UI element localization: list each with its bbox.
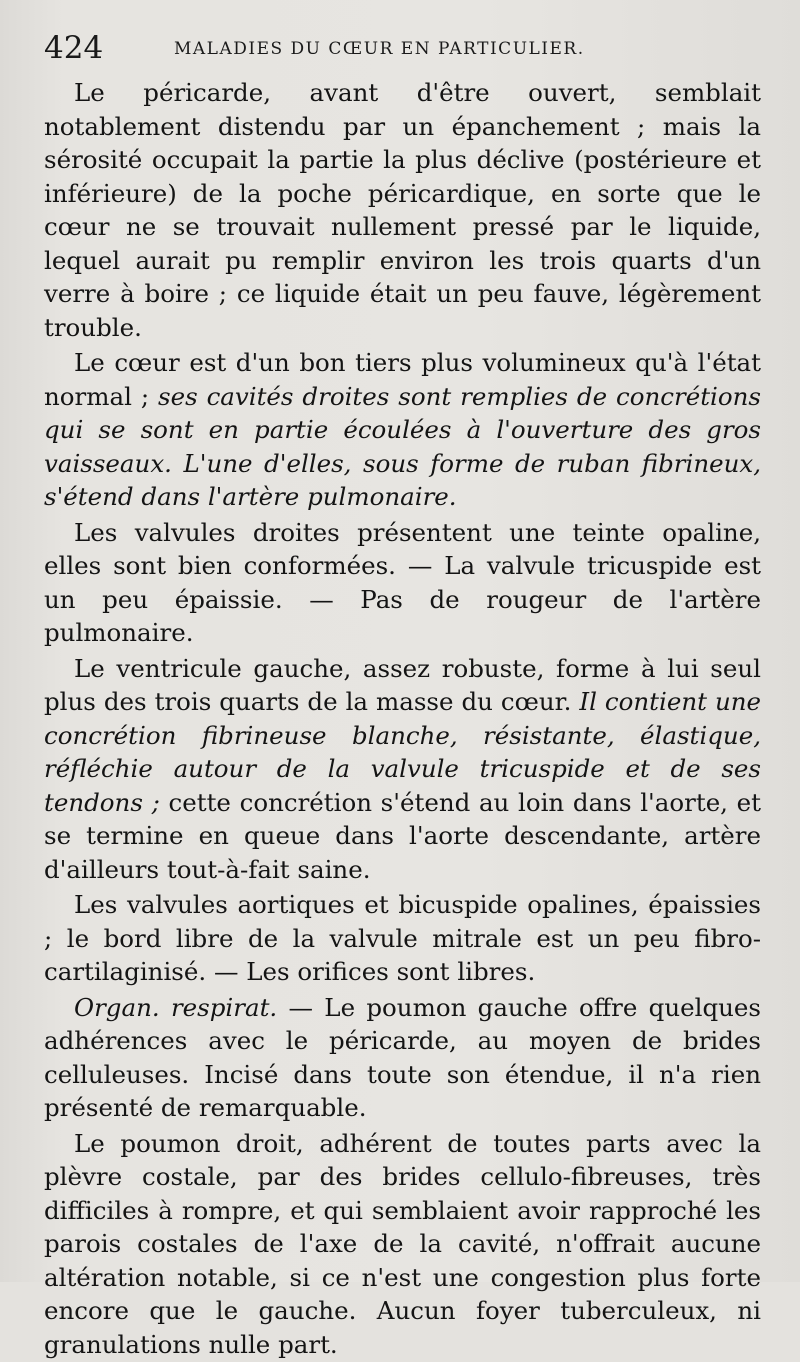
paragraph-text-end: cette concrétion s'étend au loin dans l'aorte, et se termine en queue dans l'aorte descendante, artère d'ailleurs tout-à-fait saine. [44,787,761,884]
paragraph-coeur [44,346,761,514]
page-header [44,30,764,66]
paragraph-organ-respirat [44,991,761,1125]
page-number: 424 [44,30,104,66]
running-title: MALADIES DU CŒUR EN PARTICULIER. [174,39,585,59]
body-text [44,76,761,1362]
paragraph-italic: ses cavités droites sont remplies de concrétions qui se sont en partie écoulées à l'ouverture des gros vaisseaux. L'une d'elles, sous forme de ruban fibrineux, s'étend dans l'artère pulmonaire. [44,381,761,511]
paragraph-pericarde [44,76,761,344]
paragraph-poumon-droit [44,1127,761,1362]
paragraph-text: Les valvules aortiques et bicuspide opalines, épaissies ; le bord libre de la valvule mitrale est un peu fibro-cartilaginisé. — Les orifices sont libres. [44,890,761,986]
paragraph-text: Le ventricule gauche, assez robuste, forme à lui seul plus des trois quarts de la masse du cœur. [44,653,761,716]
paragraph-text: Le péricarde, avant d'être ouvert, semblait notablement distendu par un épanchement ; mais la sérosité occupait la partie la plus déclive (postérieure et inférieure) de la poche péricardique, en sorte que le cœur ne se trouvait nullement pressé par le liquide, lequel aurait pu remplir environ les trois quarts d'un verre à boire ; ce liquide était un peu fauve, légèrement trouble. [44,78,761,342]
paragraph-text: Le cœur est d'un bon tiers plus volumineux qu'à l'état normal ; [44,348,761,411]
paragraph-text: — Le poumon gauche offre quelques adhérences avec le péricarde, au moyen de brides celluleuses. Incisé dans toute son étendue, il n'a rien présenté de remarquable. [44,992,761,1122]
paragraph-text: Les valvules droites présentent une teinte opaline, elles sont bien conformées. — La valvule tricuspide est un peu épaissie. — Pas de rougeur de l'artère pulmonaire. [44,517,761,647]
paragraph-ventricule-gauche [44,652,761,887]
section-label: Organ. respirat. [74,992,278,1022]
paragraph-italic: Il contient une concrétion fibrineuse blanche, résistante, élastique, réfléchie autour de la valvule tricuspide et de ses tendons ; [44,687,761,817]
paragraph-valvules-aortiques [44,888,761,989]
paragraph-text: Le poumon droit, adhérent de toutes parts avec la plèvre costale, par des brides cellulo-fibreuses, très difficiles à rompre, et qui semblaient avoir rapproché les parois costales de l'axe de la cavité, n'offrait aucune altération notable, si ce n'est une congestion plus forte encore que le gauche. Aucun foyer tuberculeux, ni granulations nulle part. [44,1128,761,1359]
paragraph-valvules-droites [44,516,761,650]
